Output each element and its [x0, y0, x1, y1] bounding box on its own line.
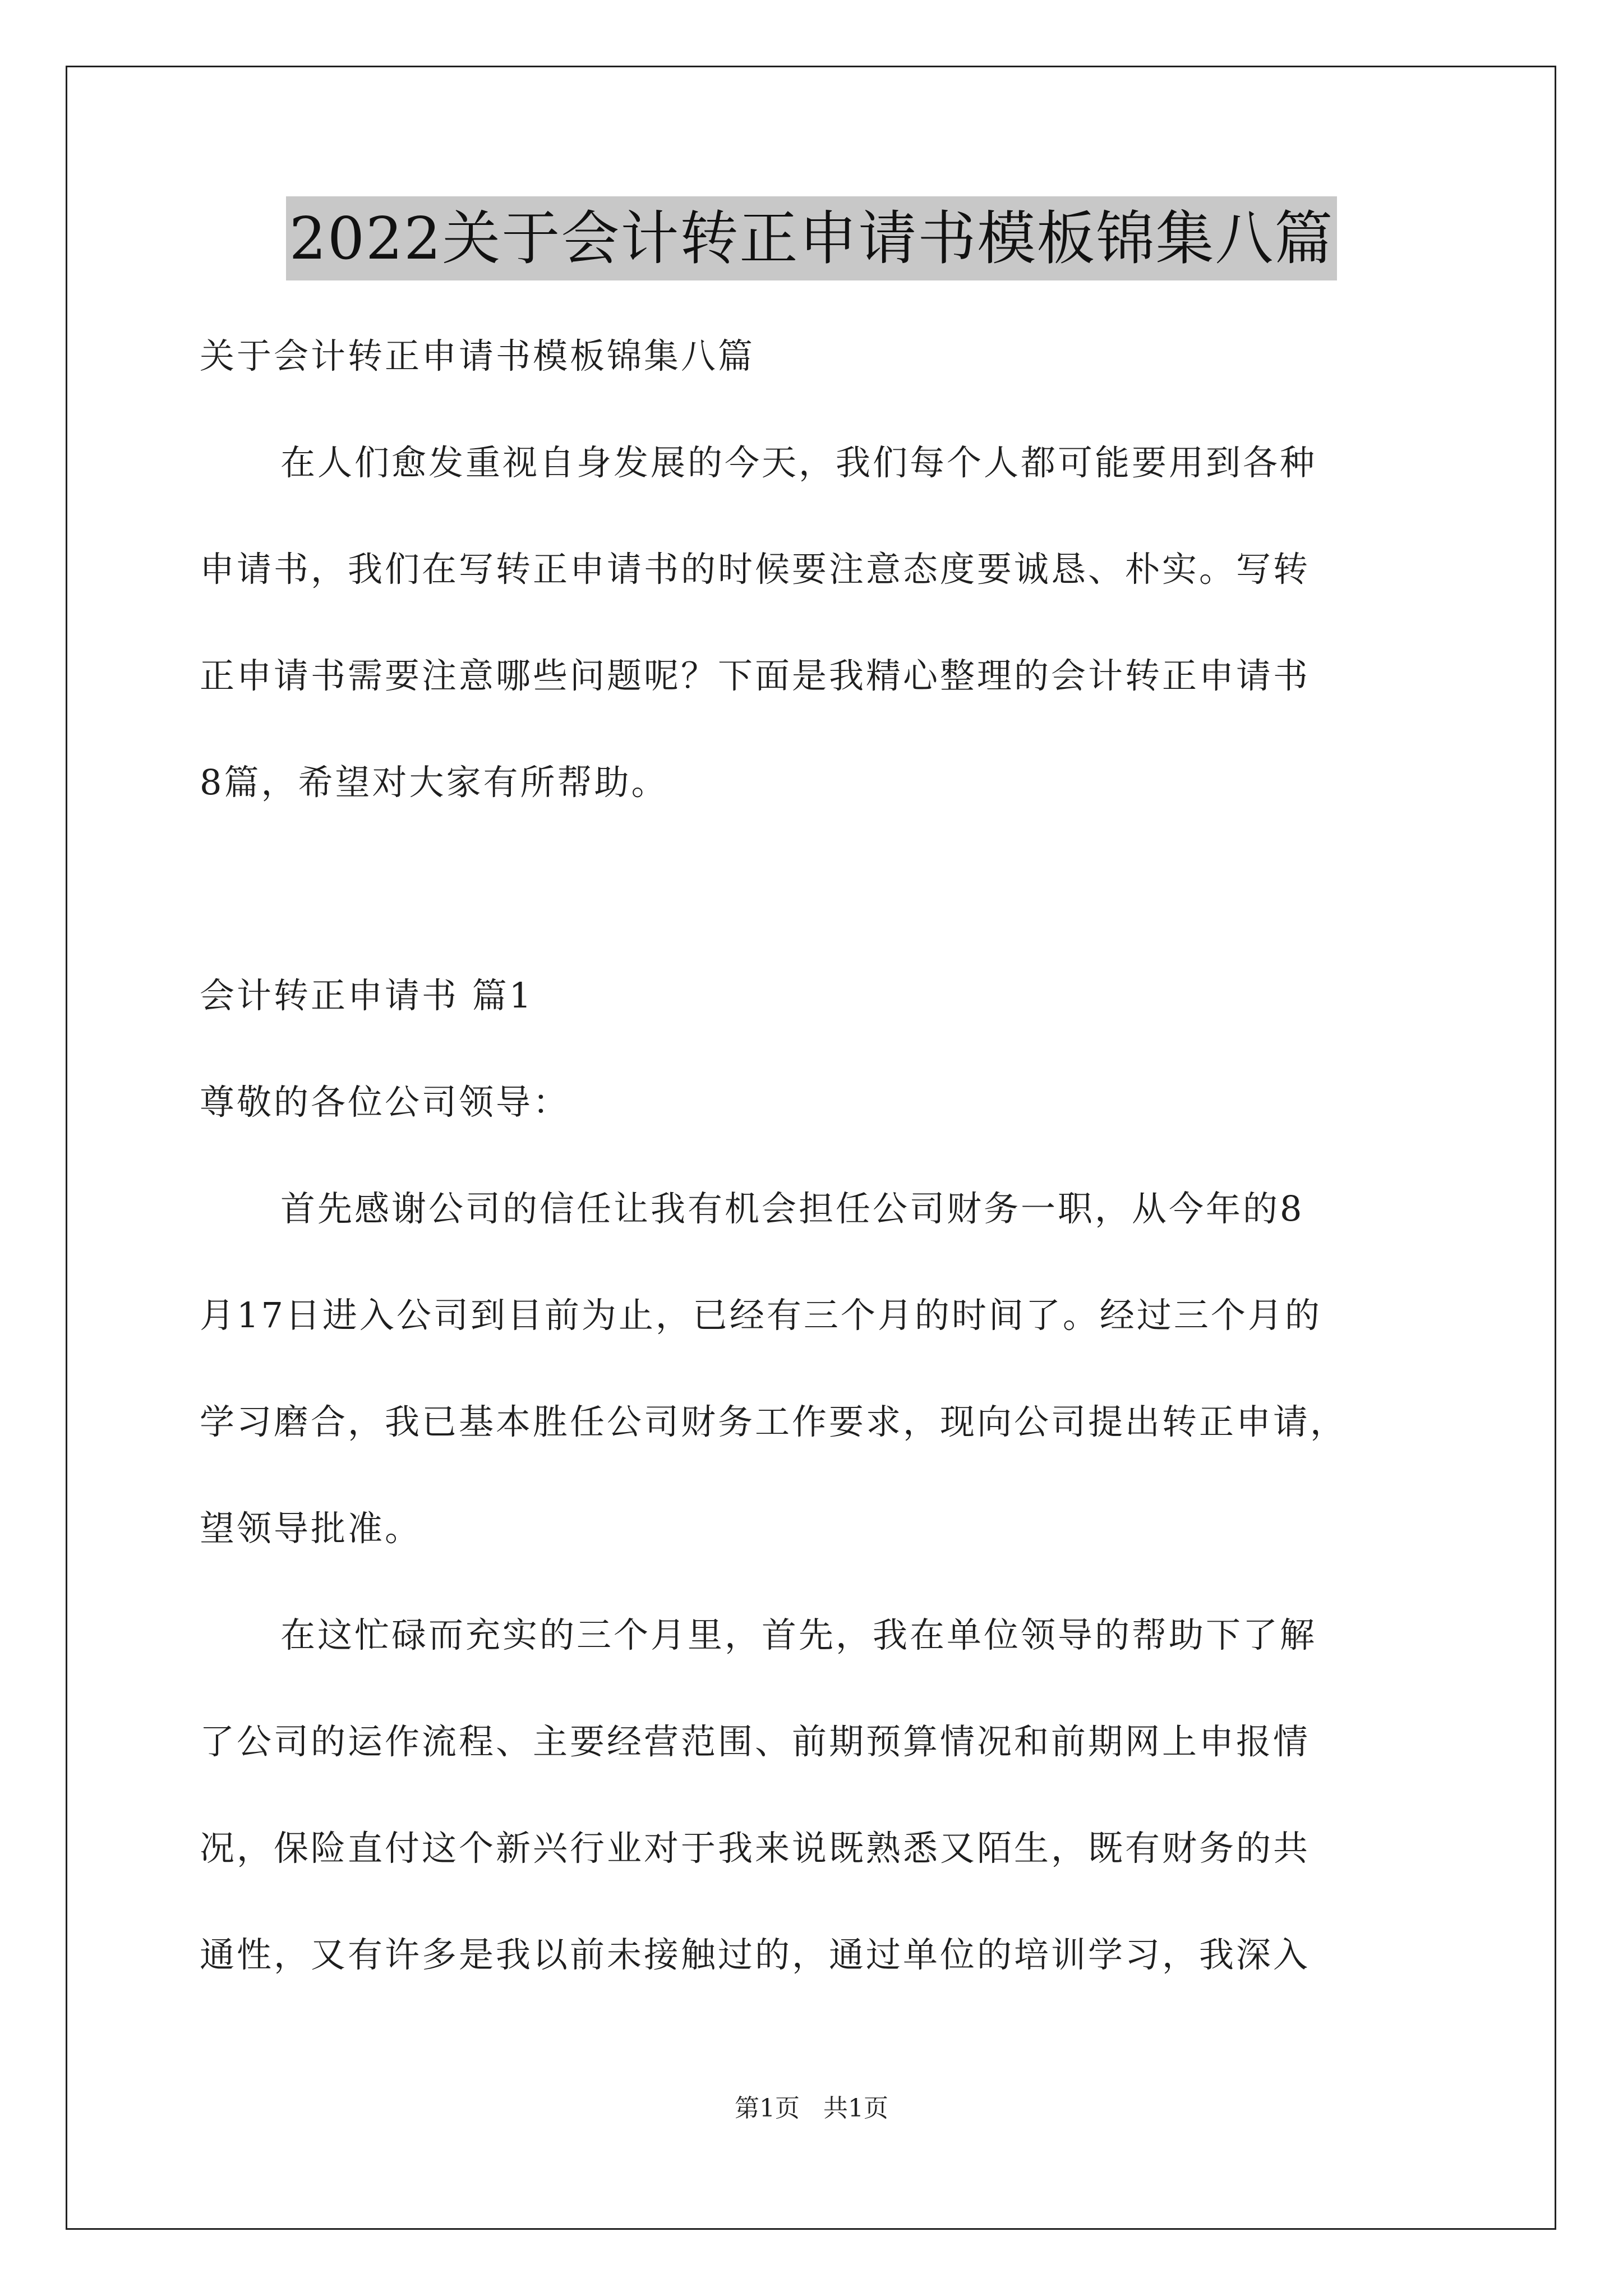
paragraph-line: 学习磨合，我已基本胜任公司财务工作要求，现向公司提出转正申请， [200, 1401, 1348, 1442]
salutation: 尊敬的各位公司领导： [200, 1082, 570, 1122]
intro-line: 申请书，我们在写转正申请书的时候要注意态度要诚恳、朴实。写转 [200, 549, 1311, 590]
document-subtitle: 关于会计转正申请书模板锦集八篇 [200, 335, 755, 376]
intro-line: 正申请书需要注意哪些问题呢？下面是我精心整理的会计转正申请书 [200, 655, 1311, 696]
title-container [0, 196, 1623, 280]
paragraph-line: 通性，又有许多是我以前未接触过的，通过单位的培训学习，我深入 [200, 1934, 1311, 1975]
paragraph-line: 在这忙碌而充实的三个月里，首先，我在单位领导的帮助下了解 [280, 1614, 1317, 1655]
paragraph-gap [200, 836, 1456, 942]
intro-line: 在人们愈发重视自身发展的今天，我们每个人都可能要用到各种 [280, 442, 1317, 483]
section-heading: 会计转正申请书 篇1 [200, 975, 534, 1016]
paragraph-line: 了公司的运作流程、主要经营范围、前期预算情况和前期网上申报情 [200, 1721, 1311, 1762]
page-footer: 第1页 共1页 [735, 2094, 888, 2123]
document-title: 2022关于会计转正申请书模板锦集八篇 [286, 196, 1338, 280]
paragraph-line: 首先感谢公司的信任让我有机会担任公司财务一职，从今年的8 [280, 1188, 1304, 1229]
paragraph-line: 月17日进入公司到目前为止，已经有三个月的时间了。经过三个月的 [200, 1295, 1322, 1336]
paragraph-line: 况，保险直付这个新兴行业对于我来说既熟悉又陌生，既有财务的共 [200, 1828, 1311, 1869]
document-body [200, 303, 1456, 2008]
intro-line: 8篇，希望对大家有所帮助。 [200, 762, 668, 803]
paragraph-line: 望领导批准。 [200, 1508, 422, 1549]
